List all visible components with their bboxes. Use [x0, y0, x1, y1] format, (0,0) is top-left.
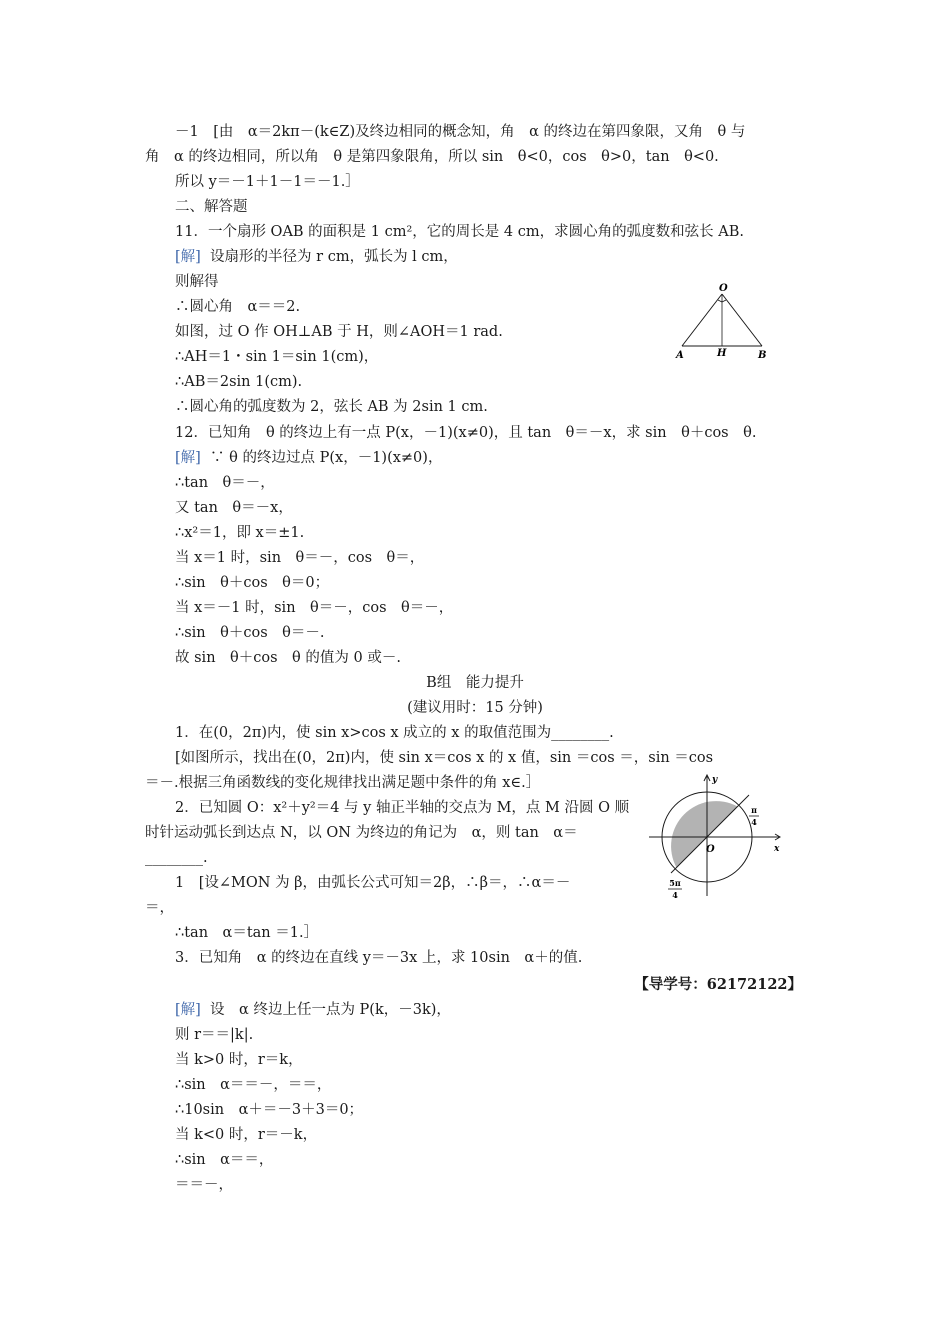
shaded-region: [671, 801, 737, 867]
label-o: O: [719, 283, 728, 294]
solution-12-line-8: ∴sin θ＋cos θ＝－.: [175, 625, 325, 641]
solution-11-line-3: ∴圆心角 α＝＝2.: [175, 299, 301, 315]
solution-12-line-5: 当 x＝1 时，sin θ＝－，cos θ＝，: [175, 550, 425, 566]
solution-b3-text: 设 α 终边上任一点为 P(k，－3k)，: [210, 1002, 451, 1018]
section-heading: 二、解答题: [175, 199, 248, 215]
solution-11-text: 设扇形的半径为 r cm，弧长为 l cm，: [210, 249, 458, 265]
solution-11-line-6: ∴AB＝2sin 1(cm).: [175, 374, 303, 390]
reference-number: 【导学号：62172122】: [634, 976, 802, 993]
label-h: H: [717, 348, 727, 359]
label-5pi-over-4-den: 4: [672, 890, 678, 900]
question-b2-line-2: 时针运动弧长到达点 N，以 ON 为终边的角记为 α，则 tan α＝: [145, 825, 578, 841]
solution-b3-line-5: ∴10sin α＋＝－3＋3＝0；: [175, 1102, 364, 1118]
solution-12-line-4: ∴x²＝1，即 x＝±1.: [175, 525, 305, 541]
label-y: y: [712, 775, 718, 785]
solution-11-line-4: 如图，过 O 作 OH⊥AB 于 H，则∠AOH＝1 rad.: [175, 324, 503, 340]
solution-b3-line-4: ∴sin α＝＝－，＝＝，: [175, 1077, 332, 1093]
question-11: 11．一个扇形 OAB 的面积是 1 cm²，它的周长是 4 cm，求圆心角的弧度数和弦长 AB.: [175, 224, 744, 240]
solution-b3-line-8: ＝＝－，: [175, 1177, 233, 1193]
suggested-time: (建议用时：15 分钟): [407, 700, 543, 716]
side-oa: [682, 294, 722, 346]
label-5pi-over-4-num: 5π: [669, 878, 681, 888]
solution-11-line-5: ∴AH＝1・sin 1＝sin 1(cm)，: [175, 349, 379, 365]
solution-tag: [解]: [175, 1002, 201, 1018]
label-a: A: [676, 350, 684, 361]
solution-12-line-7: 当 x＝－1 时，sin θ＝－，cos θ＝－，: [175, 600, 454, 616]
solution-b3-line-3: 当 k>0 时，r＝k，: [175, 1052, 303, 1068]
label-b: B: [758, 350, 767, 361]
answer-b1-line-2: ＝－.根据三角函数线的变化规律找出满足题中条件的角 x∈.］: [145, 775, 541, 791]
question-b3: 3．已知角 α 的终边在直线 y＝－3x 上，求 10sin α＋的值.: [175, 950, 583, 966]
answer-10-line-2: 角 α 的终边相同，所以角 θ 是第四象限角，所以 sin θ<0，cos θ>0，tan θ<0.: [145, 149, 719, 165]
question-12: 12．已知角 θ 的终边上有一点 P(x，－1)(x≠0)，且 tan θ＝－x，求 sin θ＋cos θ.: [175, 425, 757, 441]
solution-12-line-1: [175, 448, 442, 468]
question-b2-line-1: 2．已知圆 O：x²＋y²＝4 与 y 轴正半轴的交点为 M，点 M 沿圆 O 顺: [175, 800, 630, 816]
solution-b3-line-7: ∴sin α＝＝，: [175, 1152, 274, 1168]
solution-12-line-3: 又 tan θ＝－x，: [175, 500, 293, 516]
solution-b3-line-2: 则 r＝＝|k|.: [175, 1027, 254, 1043]
label-pi-over-4-den: 4: [751, 817, 757, 827]
question-b2-line-3: ________.: [145, 850, 208, 866]
label-x: x: [774, 844, 780, 854]
solution-12-line-2: ∴tan θ＝－，: [175, 475, 275, 491]
solution-11-line-2: 则解得: [175, 274, 219, 290]
solution-b3-line-6: 当 k<0 时，r＝－k，: [175, 1127, 318, 1143]
question-b1: 1．在(0，2π)内，使 sin x>cos x 成立的 x 的取值范围为________.: [175, 725, 614, 741]
solution-11-line-1: [175, 247, 458, 267]
answer-b2-line-3: ∴tan α＝tan ＝1.］: [175, 925, 319, 941]
solution-12-text: ∵ θ 的终边过点 P(x，－1)(x≠0)，: [210, 450, 443, 466]
solution-b3-line-1: [175, 1000, 451, 1020]
solution-tag: [解]: [175, 249, 201, 265]
answer-b1-line-1: [如图所示，找出在(0，2π)内，使 sin x＝cos x 的 x 值，sin ＝cos ＝，sin ＝cos: [175, 750, 714, 766]
sector-triangle-figure: [670, 280, 780, 364]
answer-b2-line-2: ＝，: [145, 900, 174, 916]
label-o: O: [706, 844, 715, 855]
solution-11-line-7: ∴圆心角的弧度数为 2，弦长 AB 为 2sin 1 cm.: [175, 399, 488, 415]
solution-tag: [解]: [175, 450, 201, 466]
solution-12-line-9: 故 sin θ＋cos θ 的值为 0 或－.: [175, 650, 401, 666]
answer-10-line-1: －1 [由 α＝2kπ－(k∈Z)及终边相同的概念知，角 α 的终边在第四象限，又角 θ 与: [175, 124, 746, 140]
answer-b2-line-1: 1 [设∠MON 为 β，由弧长公式可知＝2β，∴β＝，∴α＝－: [175, 875, 571, 891]
solution-12-line-6: ∴sin θ＋cos θ＝0；: [175, 575, 330, 591]
label-pi-over-4-num: π: [751, 805, 757, 815]
group-b-heading: B组 能力提升: [426, 675, 524, 691]
answer-10-line-3: 所以 y＝－1＋1－1＝－1.］: [175, 174, 360, 190]
side-ob: [722, 294, 762, 346]
unit-circle-figure: [645, 772, 785, 904]
